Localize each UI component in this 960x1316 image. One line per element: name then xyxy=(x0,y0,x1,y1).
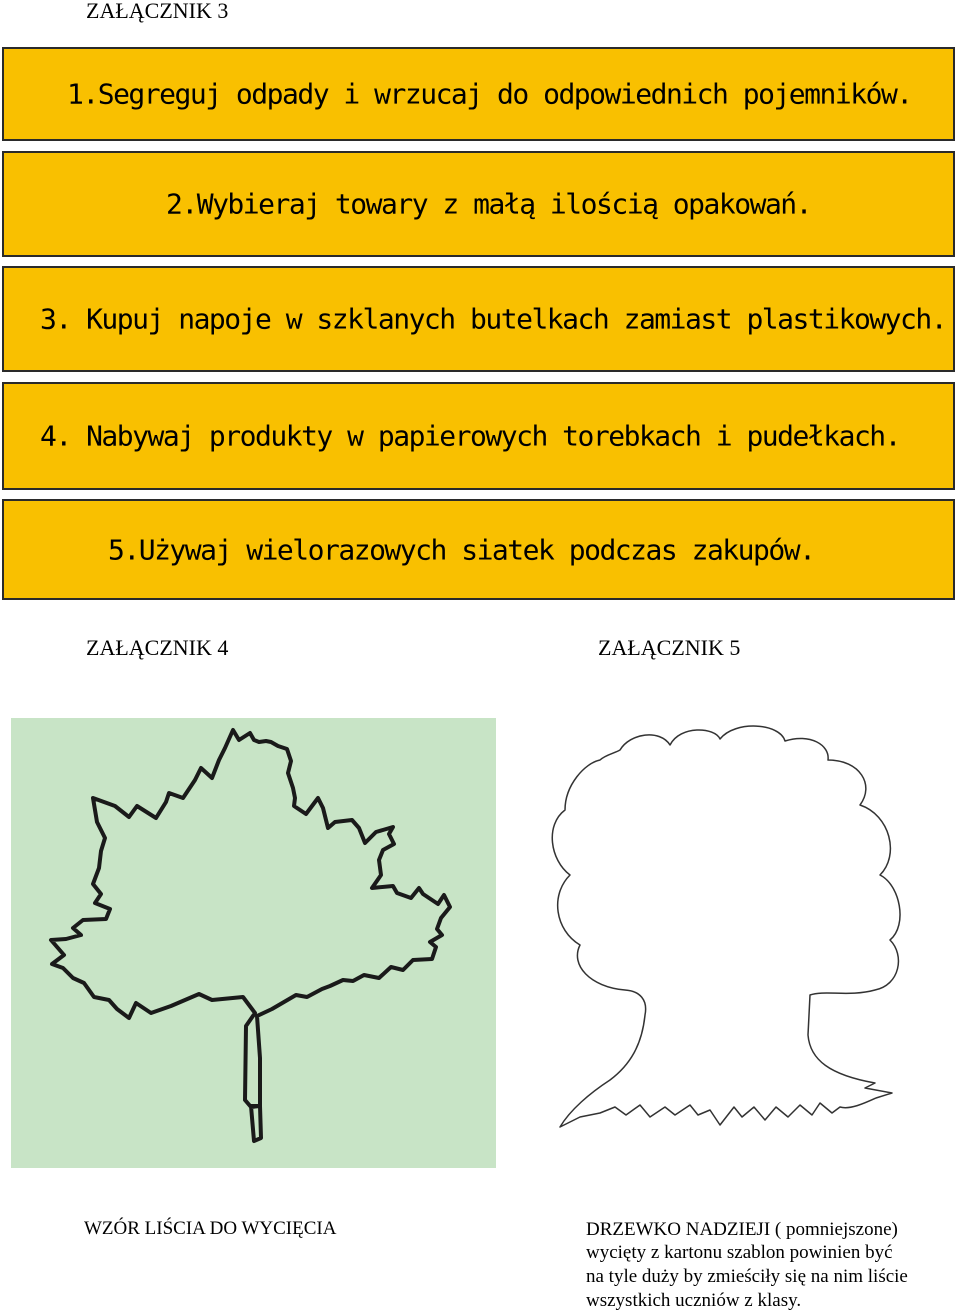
rule-text-5: 5.Używaj wielorazowych siatek podczas zakupów. xyxy=(108,533,815,566)
rule-text-1: 1.Segreguj odpady i wrzucaj do odpowiednich pojemników. xyxy=(67,77,912,111)
tree-outline xyxy=(530,715,930,1145)
rule-box-1 xyxy=(2,47,955,141)
attachment-5-title: ZAŁĄCZNIK 5 xyxy=(598,635,741,660)
tree-caption-line-3: na tyle duży by zmieściły się na nim liście xyxy=(586,1266,908,1287)
rule-text-3: 3. Kupuj napoje w szklanych butelkach zamiast plastikowych. xyxy=(40,302,947,336)
rule-box-4 xyxy=(2,382,955,490)
tree-caption-line-2: wycięty z kartonu szablon powinien być xyxy=(586,1242,893,1263)
attachment-4-title: ZAŁĄCZNIK 4 xyxy=(86,635,229,660)
tree-caption-line-1: DRZEWKO NADZIEJI ( pomniejszone) xyxy=(586,1219,898,1240)
rule-box-3 xyxy=(2,266,955,372)
rule-text-2: 2.Wybieraj towary z małą ilością opakowań. xyxy=(166,187,812,221)
maple-leaf-outline xyxy=(11,718,496,1168)
leaf-template-caption: WZÓR LIŚCIA DO WYCIĘCIA xyxy=(84,1218,337,1239)
maple-leaf-template xyxy=(11,718,496,1168)
rule-box-2 xyxy=(2,151,955,257)
rule-box-5 xyxy=(2,499,955,600)
rule-text-4: 4. Nabywaj produkty w papierowych torebkach i pudełkach. xyxy=(40,419,901,453)
attachment-3-title: ZAŁĄCZNIK 3 xyxy=(86,0,229,23)
tree-caption-line-4: wszystkich uczniów z klasy. xyxy=(586,1290,802,1311)
tree-of-hope-template xyxy=(530,715,930,1145)
